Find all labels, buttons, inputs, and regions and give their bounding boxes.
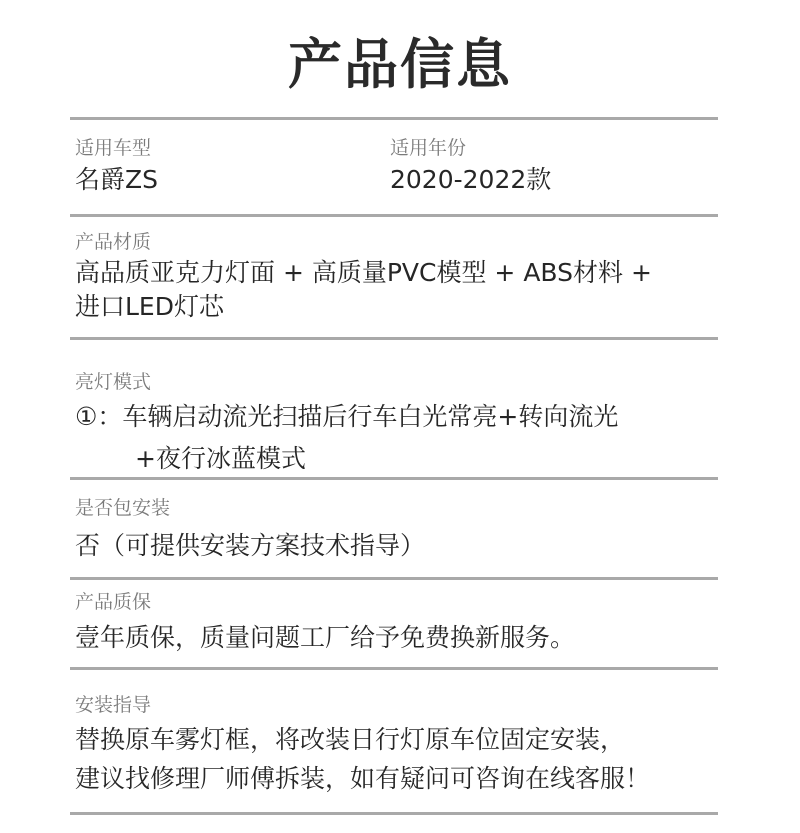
divider-bottom [70, 812, 718, 815]
warranty-value: 壹年质保，质量问题工厂给予免费换新服务。 [75, 623, 576, 652]
warranty-label: 产品质保 [75, 591, 152, 613]
installation-included-label: 是否包安装 [75, 497, 171, 519]
divider-2 [70, 337, 718, 340]
vehicle-year-label: 适用年份 [390, 137, 467, 159]
divider-4 [70, 577, 718, 580]
install-guide-label: 安装指导 [75, 694, 152, 716]
divider-1 [70, 214, 718, 217]
vehicle-model-value: 名爵ZS [75, 165, 158, 194]
installation-included-value: 否（可提供安装方案技术指导） [75, 531, 426, 560]
divider-3 [70, 477, 718, 480]
install-guide-line-1: 替换原车雾灯框，将改装日行灯原车位固定安装， [75, 725, 626, 754]
material-label: 产品材质 [75, 231, 152, 253]
light-mode-label: 亮灯模式 [75, 371, 152, 393]
light-mode-line-2: +夜行冰蓝模式 [135, 444, 306, 473]
page-title: 产品信息 [288, 33, 512, 96]
material-line-2: 进口LED灯芯 [75, 292, 224, 321]
divider-5 [70, 667, 718, 670]
light-mode-line-1: ①：车辆启动流光扫描后行车白光常亮+转向流光 [75, 402, 619, 431]
material-line-1: 高品质亚克力灯面 + 高质量PVC模型 + ABS材料 + [75, 258, 652, 287]
install-guide-line-2: 建议找修理厂师傅拆装，如有疑问可咨询在线客服！ [75, 764, 651, 793]
divider-top [70, 117, 718, 120]
vehicle-year-value: 2020-2022款 [390, 165, 552, 194]
vehicle-model-label: 适用车型 [75, 137, 152, 159]
